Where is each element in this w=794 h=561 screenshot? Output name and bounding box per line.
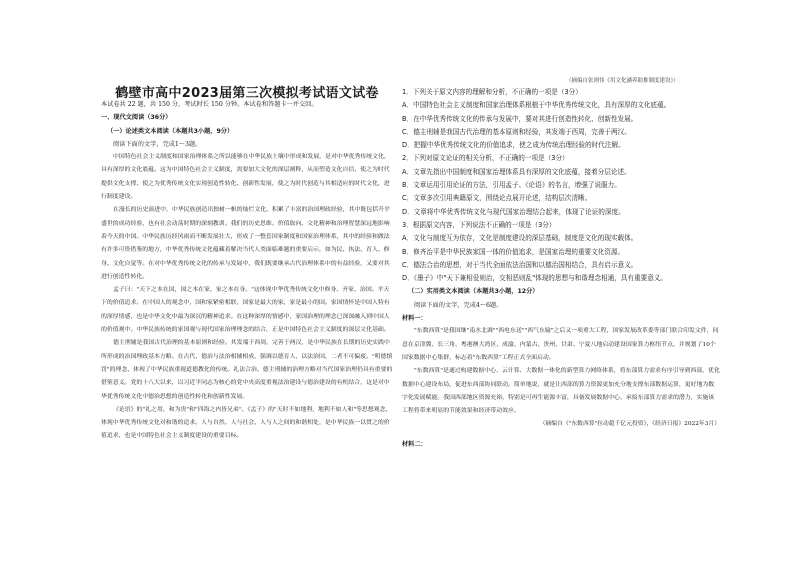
- paragraph-3: 孟子曰："天下之本在国，国之本在家，家之本在身。"这体现中华优秀传统文化中修身、齐家、治国、平天下的价值追求。在中国人的观念中，国和家紧密相联，国家是最大的家，家是最小的国。家国情怀是中国人特有的深厚情感，也是中华文化中最为深沉的精神追求。在这种深厚的情感中，家国治理的理念已深深融入到中国人的价值观中。中华民族传统的家国观与现代国家治理理念的结合，正是中国特色社会主义制度的深层文化基础。: [101, 287, 390, 334]
- paragraph-5: 《论语》的"礼之用，和为贵"和"四海之内皆兄弟"、《孟子》的"天时不如地利，地利不如人和"等思想观念，体现中华优秀传统文化对和谐的追求。人与自然、人与社会、人与人之间的和谐相处，是中华民族一以贯之的价值追求，也是中国特色社会主义制度建设的重要目标。: [101, 406, 392, 440]
- material-1-paragraph-1: "东数西算"是我国继"南水北调""西电东送""西气东输"之后又一项重大工程，国家发展改革委等部门联合印发文件，同意在京津冀、长三角、粤港澳大湾区、成渝、内蒙古、贵州、甘肃、宁夏八地启动建设国家算力枢纽节点，并规划了10个国家数据中心集群，标志着"东数西算"工程正式全面启动。: [402, 328, 719, 361]
- question-1-option-c: C．德主刑辅是我国古代治理的基本原则和经验，其发端于西周，完善于两汉。: [402, 127, 631, 136]
- header-source: （摘编自张则伟《用文化涵养助推制度建设》）: [566, 78, 679, 84]
- section-heading: 一、现代文阅读（36分）: [101, 114, 172, 122]
- question-1-option-b: B．在中华优秀传统文化的传承与发展中，要对其进行创造性转化、创新性发展。: [402, 114, 638, 123]
- paragraph-4: 德主刑辅是我国古代治理的基本原则和经验。其发端于西周，完善于两汉，是中华民族在长期的历史实践中所形成的治国理政基本方略。在古代，德治与法治相辅相成，强调以德育人、以法治国，二者不可偏废。"明德慎罚"的理念，体现了中华民族重视道德教化的传统。礼法合治、德主刑辅的治理方略对当代国家治理仍具有重要的借鉴意义。党的十八大以来，以习近平同志为核心的党中央高度重视法治建设与德治建设的有机结合，这是对中华优秀传统文化中德治思想的创造性转化和创新性发展。: [101, 340, 393, 400]
- question-1-option-d: D．把握中华优秀传统文化的价值追求，使之成为传统治理经验的时代注解。: [402, 141, 625, 150]
- paragraph-1: 中国特色社会主义制度和国家治理体系之所以能够在中华民族土壤中形成和发展，是对中华优秀传统文化，具有深厚的文化底蕴。这为中国特色社会主义制度，需要加大文化的深层阐释，从而塑造文化自信，使之为时代提供文化支撑，使之为优秀传统文化实现创造性转化、创新性发展，使之为时代创造与其相适应的时代文化，进行制度建设。: [101, 154, 390, 201]
- page-title: 鹤壁市高中2023届第三次模拟考试语文试卷: [115, 86, 379, 101]
- question-3-option-d: D．《墨子》中"天下兼相爱则治，交相恶则乱"体现的思想与和谐理念相通，具有重要意义。: [402, 274, 667, 283]
- paragraph-2: 在漫长的历史演进中，中华民族创造出独树一帜的灿烂文化，积累了丰富的治国理政经验，其中既包括升平盛世的成功经验，也有社会动荡时期的深刻教训。我们的历史思维、价值取向、文化精神和治理智慧深远地影响着今天的中国。中华民族历经风雨而不断发展壮大，形成了一整套国家制度和国家治理体系，其中的经验和做法有许多可资借鉴的地方，中华优秀传统文化蕴藏着解决当代人类面临难题的重要启示，如为民、执法、育人、修身、文化自觉等。在对中华优秀传统文化的传承与发展中，我们既要继承古代治理体系中的有益经验，又要对其进行创造性转化。: [101, 207, 390, 280]
- question-2-option-c: C．文章多次引用典籍原文，围绕论点展开论述，结构层次清晰。: [402, 194, 592, 203]
- question-3-option-a: A．文化与制度互为依存，文化是制度建设的深层基础，制度是文化的现实载体。: [402, 234, 638, 243]
- material-2-label: 材料二：: [402, 440, 427, 448]
- subsection-heading: （一）论述类文本阅读（本题共3小题，9分）: [107, 127, 234, 135]
- right-column: [402, 86, 720, 451]
- question-2: 2．下列对原文论证的相关分析，不正确的一项是（3分）: [402, 154, 569, 163]
- instruction-2: 阅读下面的文字，完成4～6题。: [414, 301, 503, 309]
- question-3-option-c: C．德法合治的思想，对于当代全面依法治国和以德治国相结合，具有启示意义。: [402, 260, 638, 269]
- left-column: [101, 98, 393, 444]
- question-2-option-a: A．文章先指出中国制度和国家治理体系具有深厚的文化底蕴，接着分层论述。: [402, 167, 631, 176]
- material-1-label: 材料一：: [402, 315, 427, 323]
- question-3-option-b: B．修齐治平是中华民族家国一体的价值追求，是国家治理的重要文化资源。: [402, 247, 625, 256]
- question-2-option-b: B．文章运用引用论证的方法，引用孟子、《论语》的名言，增强了说服力。: [402, 181, 621, 190]
- material-1-source: （摘编自《"东数西算"拉动超千亿元投资》，《经济日报》2022年3月）: [539, 421, 720, 428]
- material-1-paragraph-2: "东数西算"是通过构建数据中心、云计算、大数据一体化的新型算力网络体系，将东部算力需求有序引导到西部，优化数据中心建设布局，促进东西部协同联动。简单地说，就是让西部的算力资源更加充分地支撑东部数据运算，更好地为数字化发展赋能。我国西部地区资源充裕，特别是可再生能源丰富，具备发展数据中心、承接东部算力需求的潜力，实施该工程将带来明显的节能效果和经济带动效应。: [402, 368, 720, 415]
- question-2-option-d: D．文章将中华优秀传统文化与现代国家治理结合起来，体现了论证的深度。: [402, 207, 625, 216]
- question-1: 1．下列关于原文内容的理解和分析，不正确的一项是（3分）: [402, 88, 582, 96]
- subsection-heading-2: （二）实用类文本阅读（本题共3小题，12分）: [408, 288, 539, 296]
- question-3: 3．根据原文内容，下列说法不正确的一项是（3分）: [402, 220, 556, 229]
- instruction: 阅读下面的文字，完成1～3题。: [113, 140, 202, 148]
- exam-intro: 本试卷共 22 题，共 150 分，考试时长 150 分钟。本试卷和答题卡一并交回。: [101, 101, 318, 108]
- question-1-option-a: A．中国特色社会主义制度和国家治理体系根植于中华优秀传统文化，具有深厚的文化底蕴。: [402, 101, 671, 110]
